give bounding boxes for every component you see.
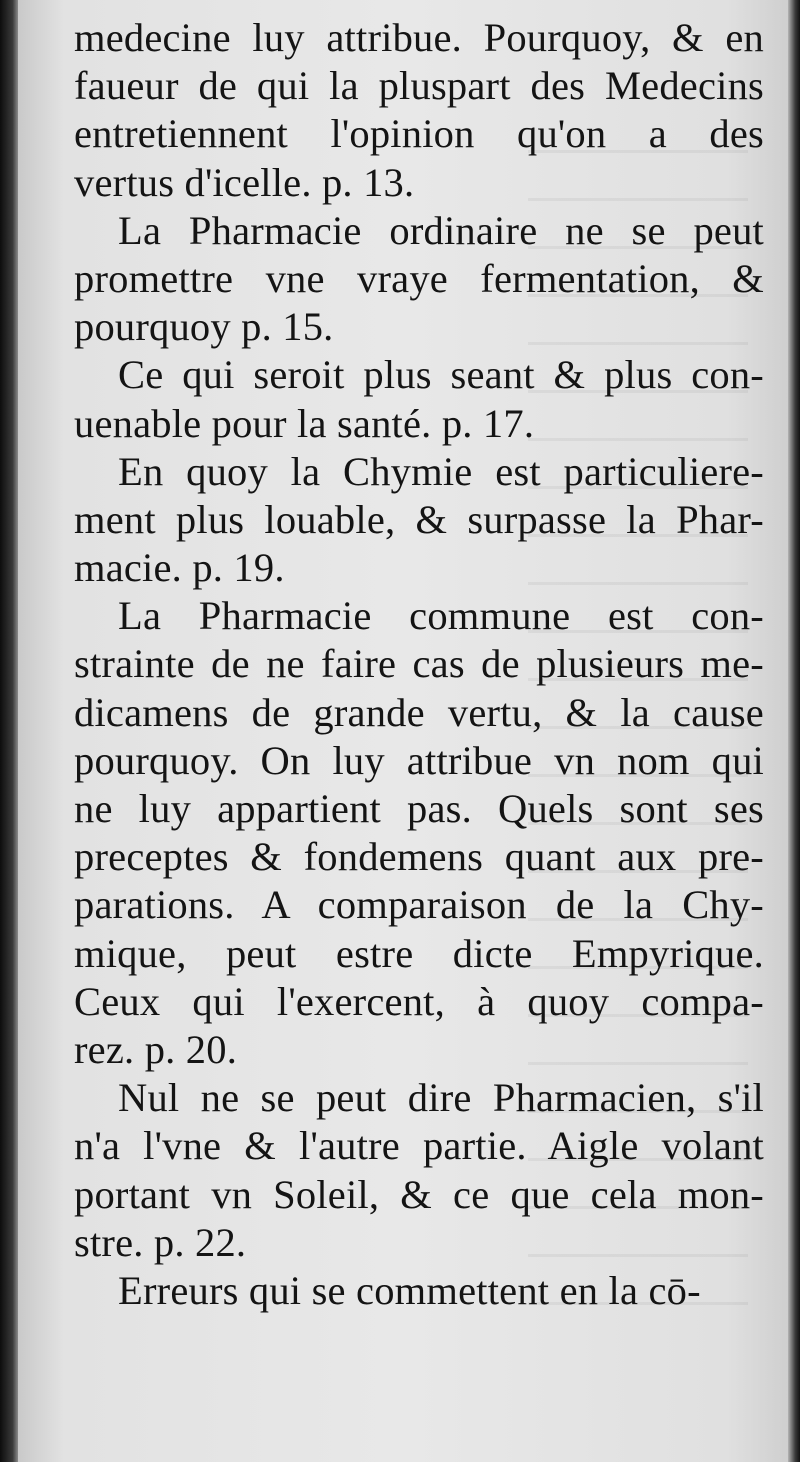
scan-right-edge <box>788 0 800 1462</box>
text-line: macie. p. 19. <box>74 545 285 591</box>
text-line: pourquoy p. 15. <box>74 304 334 350</box>
text-line: preceptes & fondemens quant aux pre- <box>74 834 764 880</box>
text-line: n'a l'vne & l'autre partie. Aigle volant <box>74 1123 764 1169</box>
text-line: Ce qui seroit plus seant & plus con- <box>118 352 764 398</box>
text-line: uenable pour la santé. p. 17. <box>74 400 535 446</box>
text-line: medecine luy attribue. Pourquoy, & en <box>74 15 764 60</box>
text-line: entretiennent l'opinion qu'on a des <box>74 111 764 157</box>
text-line: strainte de ne faire cas de plusieurs me- <box>74 641 764 687</box>
text-line: Nul ne se peut dire Pharmacien, s'il <box>118 1075 764 1121</box>
text-line: vertus d'icelle. p. 13. <box>74 159 415 205</box>
text-line: mique, peut estre dicte Empyrique. <box>74 930 764 976</box>
text-line: parations. A comparaison de la Chy- <box>74 882 764 928</box>
text-line: dicamens de grande vertu, & la cause <box>74 689 764 735</box>
text-line: Ceux qui l'exercent, à quoy compa- <box>74 978 764 1024</box>
text-line: La Pharmacie commune est con- <box>118 593 764 639</box>
text-line: En quoy la Chymie est particuliere- <box>118 448 764 494</box>
text-line: faueur de qui la pluspart des Medecins <box>74 63 764 109</box>
text-line: pourquoy. On luy attribue vn nom qui <box>74 737 764 783</box>
text-line: stre. p. 22. <box>74 1219 247 1265</box>
scanned-page <box>18 0 788 1462</box>
scan-left-edge <box>0 0 18 1462</box>
text-line: ne luy appartient pas. Quels sont ses <box>74 786 764 831</box>
text-line: portant vn Soleil, & ce que cela mon- <box>74 1171 764 1217</box>
text-line: rez. p. 20. <box>74 1026 238 1072</box>
text-line: ment plus louable, & surpasse la Phar- <box>74 496 764 542</box>
text-line: promettre vne vraye fermentation, & <box>74 255 764 301</box>
text-line: Erreurs qui se commettent en la cō- <box>118 1267 701 1313</box>
text-line: La Pharmacie ordinaire ne se peut <box>118 207 764 253</box>
page-text-block <box>74 14 764 1315</box>
